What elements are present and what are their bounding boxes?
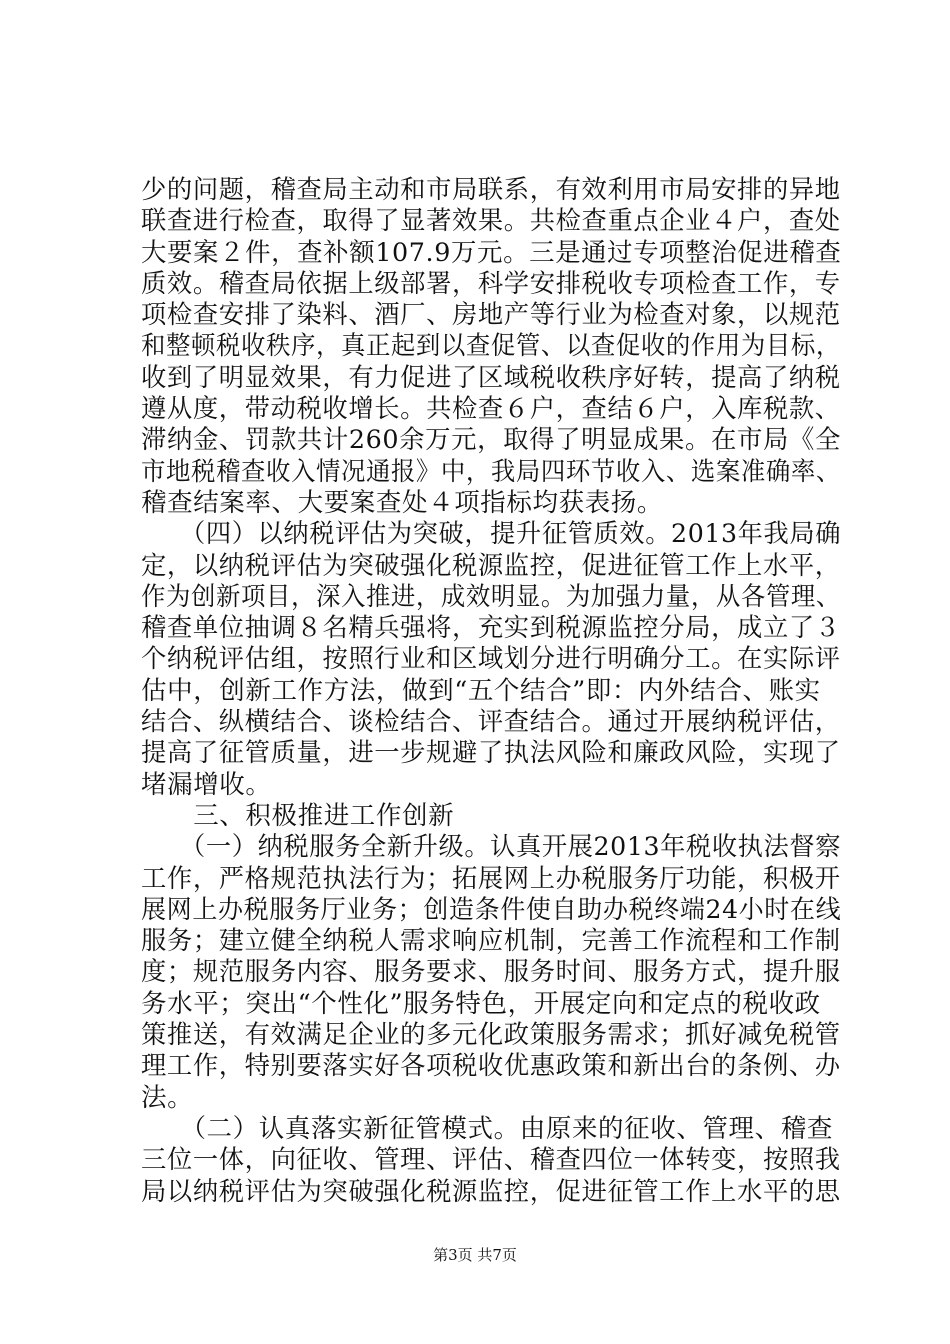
text-line: 三位一体，向征收、管理、评估、稽查四位一体转变，按照我 <box>141 1145 841 1176</box>
text-line: 稽查结案率、大要案查处４项指标均获表扬。 <box>141 487 664 518</box>
text-line: 提高了征管质量，进一步规避了执法风险和廉政风险，实现了 <box>141 738 841 769</box>
text-line: 定，以纳税评估为突破强化税源监控，促进征管工作上水平， <box>141 550 841 581</box>
body-text <box>141 175 842 1208</box>
text-line: 展网上办税服务厅业务；创造条件使自助办税终端24小时在线 <box>141 894 842 925</box>
text-line: 策推送，有效满足企业的多元化政策服务需求；抓好减免税管 <box>141 1020 841 1051</box>
text-line: 估中，创新工作方法，做到“五个结合”即：内外结合、账实 <box>141 675 821 706</box>
text-line: 收到了明显效果，有力促进了区域税收秩序好转，提高了纳税 <box>141 362 841 393</box>
text-line: 三、积极推进工作创新 <box>141 800 455 831</box>
text-line: 滞纳金、罚款共计260余万元，取得了明显成果。在市局《全 <box>141 425 841 456</box>
text-line: 法。 <box>141 1082 194 1113</box>
text-line: 大要案２件，查补额107.9万元。三是通过专项整治促进稽查 <box>141 237 842 268</box>
text-line: 遵从度，带动税收增长。共检查６户，查结６户，入库税款、 <box>141 394 841 425</box>
text-line: 务水平；突出“个性化”服务特色，开展定向和定点的税收政 <box>141 988 821 1019</box>
text-line: （一）纳税服务全新升级。认真开展2013年税收执法督察 <box>141 832 842 863</box>
text-line: （二）认真落实新征管模式。由原来的征收、管理、稽查 <box>141 1113 833 1144</box>
text-line: 少的问题，稽查局主动和市局联系，有效利用市局安排的异地 <box>141 175 841 205</box>
text-line: 项检查安排了染料、酒厂、房地产等行业为检查对象，以规范 <box>141 300 841 331</box>
text-line: 工作，严格规范执法行为；拓展网上办税服务厅功能，积极开 <box>141 863 841 894</box>
text-line: 和整顿税收秩序，真正起到以查促管、以查促收的作用为目标， <box>141 331 841 362</box>
text-line: 局以纳税评估为突破强化税源监控，促进征管工作上水平的思 <box>141 1176 841 1207</box>
text-line: 稽查单位抽调８名精兵强将，充实到税源监控分局，成立了３ <box>141 613 841 644</box>
text-line: 质效。稽查局依据上级部署，科学安排税收专项检查工作，专 <box>141 268 841 299</box>
text-line: 个纳税评估组，按照行业和区域划分进行明确分工。在实际评 <box>141 644 841 675</box>
text-line: 市地税稽查收入情况通报》中，我局四环节收入、选案准确率、 <box>141 456 841 487</box>
text-line: 联查进行检查，取得了显著效果。共检查重点企业４户，查处 <box>141 206 841 237</box>
text-line: 堵漏增收。 <box>141 769 272 800</box>
text-line: 理工作，特别要落实好各项税收优惠政策和新出台的条例、办 <box>141 1051 841 1082</box>
text-line: 度；规范服务内容、服务要求、服务时间、服务方式，提升服 <box>141 957 841 988</box>
text-line: 结合、纵横结合、谈检结合、评查结合。通过开展纳税评估， <box>141 707 841 738</box>
text-line: 作为创新项目，深入推进，成效明显。为加强力量，从各管理、 <box>141 581 841 612</box>
page-number-footer: 第3页 共7页 <box>433 1246 517 1264</box>
text-line: 服务；建立健全纳税人需求响应机制，完善工作流程和工作制 <box>141 926 841 957</box>
text-line: （四）以纳税评估为突破，提升征管质效。2013年我局确 <box>141 519 842 550</box>
